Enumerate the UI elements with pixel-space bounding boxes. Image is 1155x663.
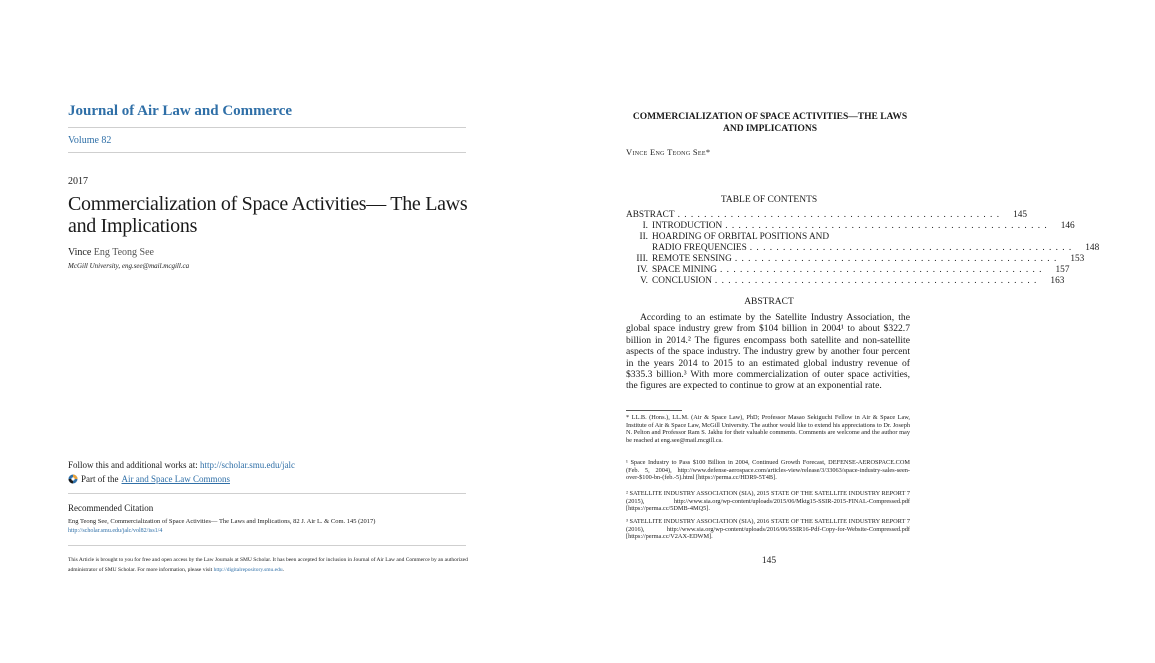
toc-entry[interactable]	[626, 276, 1065, 287]
toc-entry-label: ABSTRACT	[626, 210, 675, 220]
toc-heading: TABLE OF CONTENTS	[720, 195, 818, 205]
toc-entry-page: 157	[1055, 265, 1070, 275]
toc-entry[interactable]	[626, 243, 1100, 254]
toc-entry[interactable]	[626, 254, 1085, 265]
table-of-contents	[626, 210, 1100, 287]
recommended-citation-heading: Recommended Citation	[68, 503, 154, 513]
toc-entry-number: IV.	[637, 265, 648, 275]
toc-leader-dots: . . . . . . . . . . . . . . . . . . . . . . . . . . . . . . . . . . . . . . . . . . . . . . . . .	[749, 243, 1073, 253]
toc-entry[interactable]	[626, 210, 1028, 221]
article-title: Commercialization of Space Activities— The Laws and Implications	[68, 193, 468, 237]
footnote-author: * LL.B. (Hons.), LL.M. (Air & Space Law), PhD; Professor Masao Sekiguchi Fellow in Air & Space Law, Institute of Air & Space Law, McGill University. The author would like to extend his appreciations to Dr. Joseph N. Pelton and Professor Ram S. Jakhu for their valuable comments. Comments are welcome and the author may be reached at eng.see@mail.mcgill.ca.	[626, 414, 910, 445]
abstract-paragraph: According to an estimate by the Satellite Industry Association, the global space industry grew from $104 billion in 2004¹ to about $322.7 billion in 2014.² The figures encompass both satellite and non-satellite aspects of the space industry. The industry grew by another four percent in the years 2014 to 2015 to an estimated global industry revenue of $335.3 billion.³ With more commercialization of outer space activities, the figures are expected to continue to grow at an exponential rate.	[626, 312, 910, 392]
author-affiliation: McGill University, eng.see@mail.mcgill.ca	[68, 262, 190, 270]
toc-entry-label: HOARDING OF ORBITAL POSITIONS AND	[652, 232, 830, 242]
author-surname: Eng Teong See	[91, 247, 154, 258]
citation-text: Eng Teong See, Commercialization of Space Activities— The Laws and Implications, 82 J. Air L. & Com. 145 (2017)	[68, 518, 376, 525]
toc-leader-dots: . . . . . . . . . . . . . . . . . . . . . . . . . . . . . . . . . . . . . . . . . . . . . . . . .	[725, 221, 1048, 231]
cover-page	[0, 0, 512, 663]
toc-entry-number: III.	[636, 254, 648, 264]
part-of-line	[68, 474, 230, 484]
abstract-heading: ABSTRACT	[744, 297, 794, 307]
follow-url-link[interactable]: http://scholar.smu.edu/jalc	[200, 460, 295, 470]
toc-entry-label: CONCLUSION	[652, 276, 712, 286]
toc-leader-dots: . . . . . . . . . . . . . . . . . . . . . . . . . . . . . . . . . . . . . . . . . . . . . . . . .	[677, 210, 1001, 220]
volume-link[interactable]: Volume 82	[68, 135, 112, 146]
footnote-3: ³ SATELLITE INDUSTRY ASSOCIATION (SIA), 2016 STATE OF THE SATELLITE INDUSTRY REPORT 7 (2016), http://www.sia.org/wp-content/uploads/2016/06/SSIR16-Pdf-Copy-for-Website-Compressed.pdf [https://perma.cc/V2AX-EDWM].	[626, 518, 910, 541]
commons-link[interactable]: Air and Space Law Commons	[121, 474, 230, 484]
toc-leader-dots: . . . . . . . . . . . . . . . . . . . . . . . . . . . . . . . . . . . . . . . . . . . . . . . . .	[734, 254, 1058, 264]
toc-entry[interactable]	[626, 232, 910, 243]
access-notice	[68, 555, 468, 575]
footnote-2: ² SATELLITE INDUSTRY ASSOCIATION (SIA), 2015 STATE OF THE SATELLITE INDUSTRY REPORT 7 (2015), http://www.sia.org/wp-content/uploads/2015/06/Mktg15-SSIR-2015-FINAL-Compressed.pdf [https://perma.cc/5DMB-4MQ5].	[626, 490, 910, 513]
toc-entry-page: 146	[1060, 221, 1075, 231]
toc-entry[interactable]	[626, 265, 1070, 276]
toc-entry[interactable]	[626, 221, 1075, 232]
journal-name[interactable]: Journal of Air Law and Commerce	[68, 103, 293, 119]
toc-entry-page: 145	[1013, 210, 1028, 220]
author-first-name: Vince	[68, 247, 92, 258]
toc-leader-dots: . . . . . . . . . . . . . . . . . . . . . . . . . . . . . . . . . . . . . . . . . . . . . . . . .	[714, 276, 1038, 286]
toc-entry-label: REMOTE SENSING	[652, 254, 732, 264]
author-name	[68, 247, 154, 258]
toc-entry-label: INTRODUCTION	[652, 221, 723, 231]
notice-text: This Article is brought to you for free and open access by the Law Journals at SMU Scholar. It has been accepted for inclusion in Journal of Air Law and Commerce by an authorized administrator of SMU Scholar. For more information, please visit	[68, 557, 468, 573]
toc-entry-number: II.	[639, 232, 648, 242]
toc-leader-dots: . . . . . . . . . . . . . . . . . . . . . . . . . . . . . . . . . . . . . . . . . . . . . . . . .	[720, 265, 1043, 275]
toc-entry-page: 153	[1070, 254, 1085, 264]
footnote-1: ¹ Space Industry to Pass $100 Billion in 2004, Continued Growth Forecast, DEFENSE-AEROSPACE.COM (Feb. 5, 2004), http://www.defense-aerospace.com/articles-view/release/3/33063/space-industry-sales-seen-over-$100-bn-(feb.-5).html [https://perma.cc/HDR9-5T4B].	[626, 459, 910, 482]
article-year: 2017	[68, 176, 88, 187]
toc-entry-label: SPACE MINING	[652, 265, 718, 275]
toc-entry-number: V.	[640, 276, 648, 286]
citation-url-link[interactable]: http://scholar.smu.edu/jalc/vol82/iss1/4	[68, 528, 163, 534]
article-first-page	[512, 0, 1100, 663]
part-of-prefix: Part of the	[81, 474, 119, 484]
toc-entry-label: RADIO FREQUENCIES	[652, 243, 747, 253]
footnote-divider	[626, 410, 682, 411]
article-author: Vince Eng Teong See*	[626, 147, 711, 157]
notice-end: .	[282, 567, 284, 573]
divider	[68, 152, 466, 153]
follow-text: Follow this and additional works at:	[68, 460, 200, 470]
commons-network-icon	[68, 474, 78, 484]
follow-line	[68, 460, 295, 470]
divider	[68, 545, 466, 546]
article-heading: COMMERCIALIZATION OF SPACE ACTIVITIES—THE LAWS AND IMPLICATIONS	[632, 112, 908, 134]
divider	[68, 127, 466, 128]
divider	[68, 493, 466, 494]
toc-entry-page: 163	[1050, 276, 1065, 286]
toc-entry-number: I.	[642, 221, 648, 231]
toc-entry-page: 148	[1085, 243, 1100, 253]
page-number: 145	[761, 556, 777, 566]
notice-url-link[interactable]: http://digitalrepository.smu.edu	[213, 567, 283, 573]
